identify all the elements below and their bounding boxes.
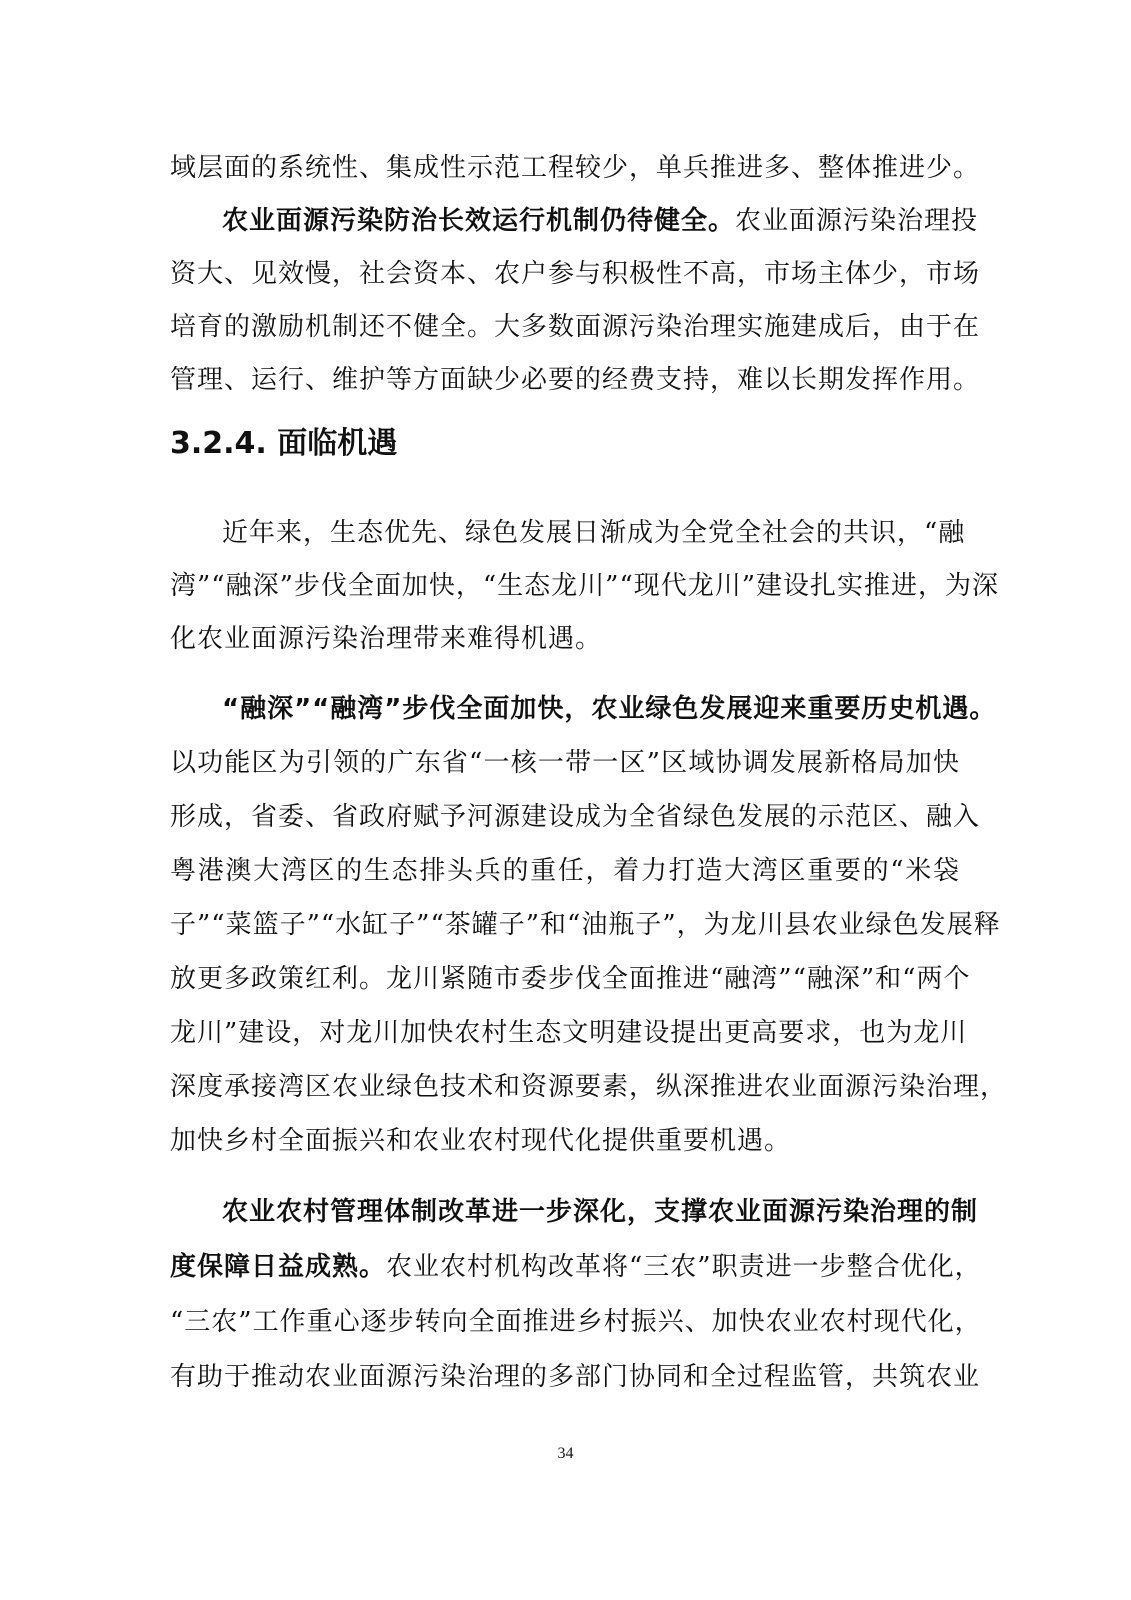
paragraph-line: 湾”“融深”步伐全面加快，“生态龙川”“现代龙川”建设扎实推进，为深 xyxy=(170,571,1000,601)
paragraph-line: 培育的激励机制还不健全。大多数面源污染治理实施建成后，由于在 xyxy=(170,312,981,342)
paragraph-bold-line: 农业农村管理体制改革进一步深化，支撑农业面源污染治理的制 xyxy=(222,1197,979,1227)
paragraph-line: 化农业面源污染治理带来难得机遇。 xyxy=(170,624,603,654)
paragraph-line: 资大、见效慢，社会资本、农户参与积极性不高，市场主体少，市场 xyxy=(170,259,981,289)
paragraph-line: 加快乡村全面振兴和农业农村现代化提供重要机遇。 xyxy=(170,1126,792,1156)
page-number: 34 xyxy=(557,1445,574,1462)
line-text: 农业面源污染治理投 xyxy=(735,206,979,236)
paragraph-line: 子”“菜篮子”“水缸子”“茶罐子”和“油瓶子”，为龙川县农业绿色发展释 xyxy=(170,910,1001,940)
paragraph-line: 有助于推动农业面源污染治理的多部门协同和全过程监管，共筑农业 xyxy=(170,1362,981,1392)
paragraph-line: “三农”工作重心逐步转向全面推进乡村振兴、加快农业农村现代化， xyxy=(170,1307,982,1337)
paragraph-line xyxy=(222,203,979,239)
paragraph-line: 深度承接湾区农业绿色技术和资源要素，纵深推进农业面源污染治理， xyxy=(170,1072,1008,1102)
paragraph-bold-lead: “融深”“融湾”步伐全面加快，农业绿色发展迎来重要历史机遇。 xyxy=(222,694,997,724)
paragraph-line: 管理、运行、维护等方面缺少必要的经费支持，难以长期发挥作用。 xyxy=(170,365,981,395)
paragraph-line: 龙川”建设，对龙川加快农村生态文明建设提出更高要求，也为龙川 xyxy=(170,1018,968,1048)
section-heading: 3.2.4. 面临机遇 xyxy=(170,426,398,461)
paragraph-line: 域层面的系统性、集成性示范工程较少，单兵推进多、整体推进少。 xyxy=(170,153,981,183)
paragraph-line: 近年来，生态优先、绿色发展日渐成为全党全社会的共识，“融 xyxy=(222,518,966,548)
paragraph-line: 以功能区为引领的广东省“一核一带一区”区域协调发展新格局加快 xyxy=(170,748,960,778)
bold-lead: 农业面源污染防治长效运行机制仍待健全。 xyxy=(222,206,736,236)
paragraph-line: 粤港澳大湾区的生态排头兵的重任，着力打造大湾区重要的“米袋 xyxy=(170,856,960,886)
paragraph-line: 放更多政策红利。龙川紧随市委步伐全面推进“融湾”“融深”和“两个 xyxy=(170,964,971,994)
line-text: 农业农村机构改革将“三农”职责进一步整合优化， xyxy=(386,1252,982,1282)
paragraph-line xyxy=(170,1249,982,1285)
paragraph-line: 形成，省委、省政府赋予河源建设成为全省绿色发展的示范区、融入 xyxy=(170,802,981,832)
bold-lead: 度保障日益成熟。 xyxy=(170,1252,387,1282)
